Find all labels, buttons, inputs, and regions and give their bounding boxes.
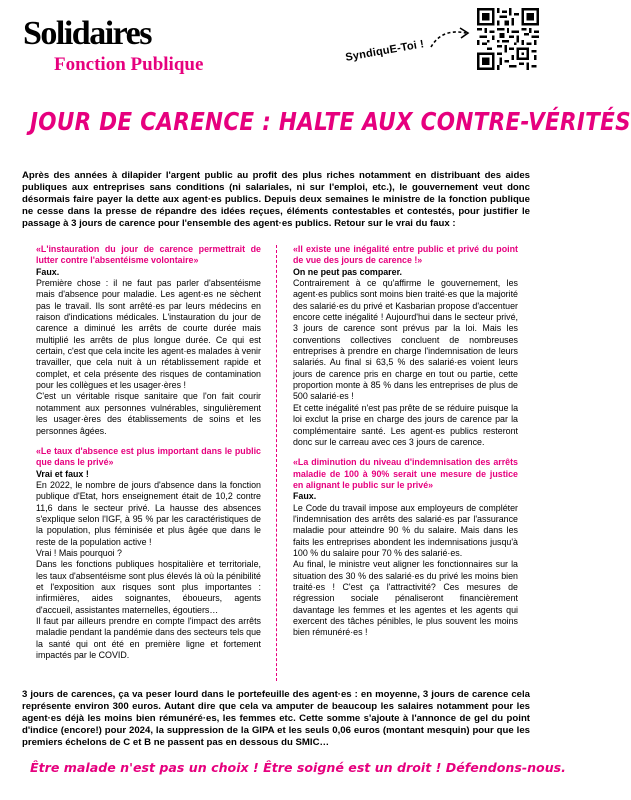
curved-arrow-icon	[428, 24, 474, 50]
claim-verdict: On ne peut pas comparer.	[293, 266, 402, 277]
body-paragraph: C'est un véritable risque sanitaire que l'on fait courir notamment aux personnes vulnérables, singulièrement les usager·ères des établissements de soins et les personnes âgées.	[36, 391, 261, 436]
right-column	[293, 244, 518, 639]
claim-verdict: Faux.	[293, 491, 317, 502]
claim-verdict: Faux.	[36, 266, 60, 277]
footer-slogan: Être malade n'est pas un choix ! Être soigné est un droit ! Défendons-nous.	[30, 760, 566, 775]
body-paragraph: Au final, le ministre veut aligner les fonctionnaires sur la situation des 30 % des salarié·es du privé les moins bien traité·es ! C'est ça l'attractivité? Ces mesures de régression sociale pénaliseront financièrement davantage les femmes et les agentes et les agents qui exercent des tâches pénibles, le plus souvent les moins bien rémunéré·es !	[293, 559, 518, 638]
claim-heading: «Le taux d'absence est plus important dans le public que dans le privé»	[36, 445, 261, 468]
column-divider	[276, 245, 277, 681]
claim-heading: «Il existe une inégalité entre public et privé du point de vue des jours de carence !»	[293, 244, 518, 266]
join-tagline: SyndiquE-Toi !	[344, 38, 426, 64]
body-paragraph: Et cette inégalité n'est pas prête de se réduire puisque la loi exclut la prise en charge des jours de carence par la complémentaire santé. Les agent·es publics resteront donc sur le carreau avec ces 3 jours de carence.	[293, 402, 518, 447]
claim-verdict: Vrai et faux !	[36, 468, 89, 479]
body-paragraph: Le Code du travail impose aux employeurs de compléter l'indemnisation des arrêts des salarié·es par l'assurance maladie pour atteindre 90 % du salaire. Mais dans les faits les entreprises abondent les indemnisations jusqu'à 100 % du salaire pour 70 % des salarié·es.	[293, 502, 518, 558]
qr-code-icon[interactable]	[477, 8, 539, 70]
conclusion-paragraph: 3 jours de carences, ça va peser lourd dans le portefeuille des agent·es : en moyenne, 3 jours de carence cela représente environ 300 euros. Autant dire que cela va amputer de beaucoup les salaires notamment pour les agent·es déjà les moins bien rémunéré·es, les femmes etc. Cette somme s'ajoute à l'annonce de gel du point d'indice (encore!) pour 2024, la suppression de la GIPA et les seuls 0,06 euros (montant mesquin) pour que les premiers échelons de C et B ne passent pas en dessous du SMIC…	[22, 689, 530, 749]
left-column	[36, 244, 261, 661]
logo-subtitle: Fonction Publique	[54, 54, 204, 75]
page-title: JOUR DE CARENCE : HALTE AUX CONTRE-VÉRITÉS	[30, 108, 631, 137]
logo-main: Solidaires	[23, 15, 151, 52]
body-paragraph: Contrairement à ce qu'affirme le gouvernement, les agent·es publics sont moins bien traité·es que la majorité des salarié·es du privé et Kasbarian propose d'accentuer encore cette inégalité ! Aujourd'hui dans le secteur privé, 3 jours de carence sont prévus par la loi. Mais les conventions collectives concluent de nombreuses entreprises à prendre en charge l'indemnisation de leurs salariés. Au final si 63,5 % des salarié·es voient leurs jours de carence pris en charge en tout ou partie, cette proportion monte à 85 % dans les entreprises de plus de 500 salarié·es !	[293, 278, 518, 402]
body-paragraph: Vrai ! Mais pourquoi ?	[36, 547, 122, 558]
body-paragraph: En 2022, le nombre de jours d'absence dans la fonction publique d'Etat, hors enseignement était de 10,2 contre 11,6 dans le secteur privé. La hausse des absences s'explique selon l'IGF, à 95 % par les caractéristiques de la population, plus féminisée et plus âgée que dans le reste de la population active !	[36, 479, 261, 547]
body-paragraph: Première chose : il ne faut pas parler d'absentéisme mais d'absence pour maladie. Les agent·es ne sèchent pas le travail. Ils sont arrêté·es par leurs médecins en raison d'indications médicales. L'instauration du jour de carence a diminué les arrêts de courte durée mais multiplié les arrêts de plus longue durée. Ce qui est certain, c'est que cela incite les agent·es malades à venir travailler, que cela nuit à un rétablissement rapide et complet, et cela présente des risques de contamination pour les collègues et les usager·ères !	[36, 278, 261, 391]
intro-paragraph: Après des années à dilapider l'argent public au profit des plus riches notamment en distribuant des aides publiques aux entreprises sans conditions (ni salariales, ni sur l'emploi, etc.), le gouvernement veut donc désormais faire payer la dette aux agent·es publics. Depuis deux semaines le ministre de la fonction publique ne cesse dans la presse de répandre des idées reçues, éléments contestables et contestés, pour justifier le passage à 3 jours de carence pour l'ensemble des agent·es publics. Retour sur le vrai du faux :	[22, 170, 530, 230]
body-paragraph: Il faut par ailleurs prendre en compte l'impact des arrêts maladie pendant la pandémie dans des secteurs tels que la santé qui ont été en première ligne et fortement impactés par le COVID.	[36, 616, 261, 661]
claim-heading: «L'instauration du jour de carence permettrait de lutter contre l'absentéisme volontaire»	[36, 244, 261, 266]
body-paragraph: Dans les fonctions publiques hospitalière et territoriale, les taux d'absentéisme sont plus élevés là où la pénibilité et l'exposition aux risques sont plus importantes : infirmières, aides soignantes, éboueurs, agents d'accueil, assistantes maternelles, égoutiers…	[36, 559, 261, 615]
claim-heading: «La diminution du niveau d'indemnisation des arrêts maladie de 100 à 90% serait une mesure de justice en alignant le public sur le privé»	[293, 457, 518, 490]
